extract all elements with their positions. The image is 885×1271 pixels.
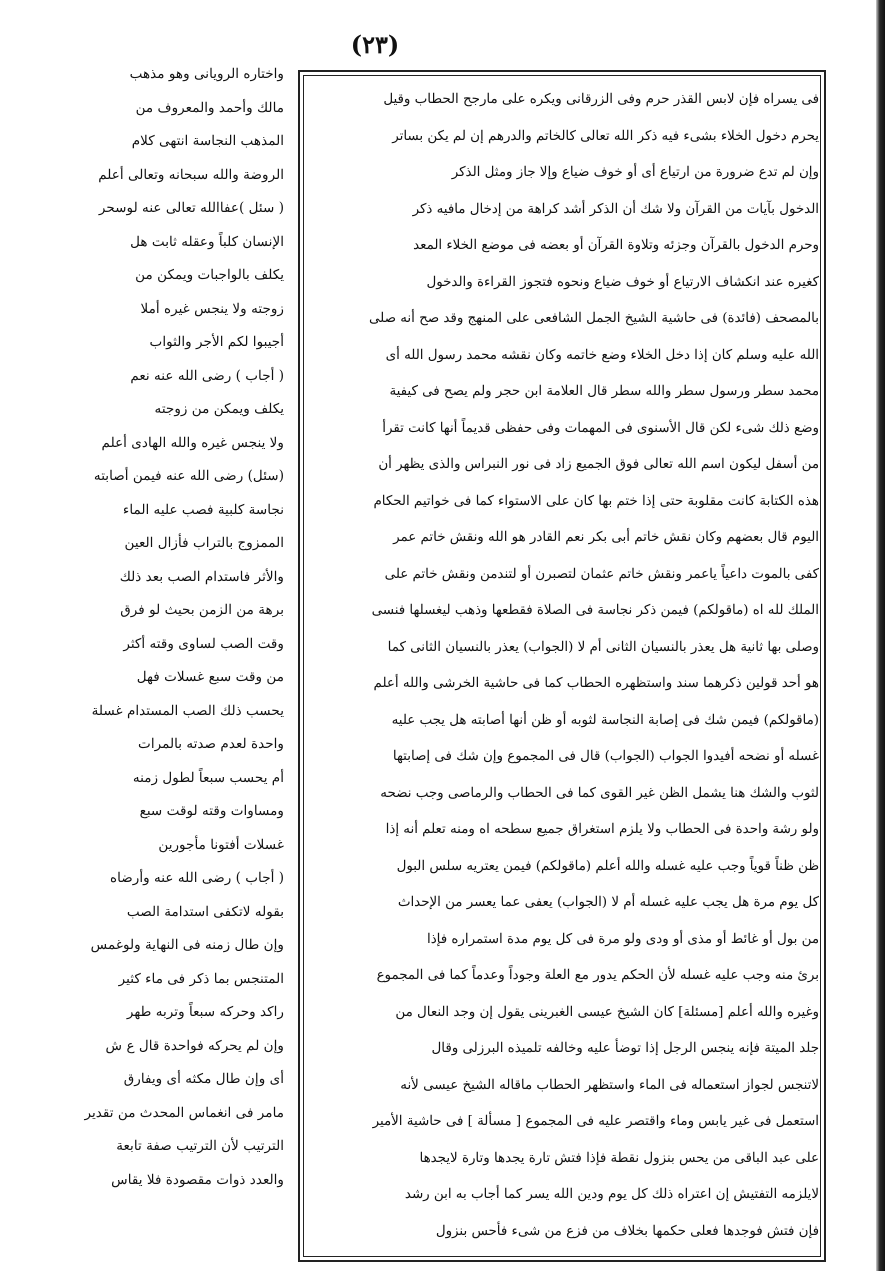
margin-line: والأثر فاستدام الصب بعد ذلك — [119, 568, 284, 585]
margin-line: ( سئل )عفاالله تعالى عنه لوسحر — [98, 200, 284, 216]
main-line: على عبد الباقى من يحس بنزول نقطة فإذا فتش تارة يجدها وتارة لايجدها — [419, 1150, 819, 1166]
main-line: فإن فتش فوجدها فعلى حكمها بخلاف من فزع من شىء فأحس بنزول — [435, 1223, 819, 1239]
margin-line: يكلف ويمكن من زوجته — [154, 401, 284, 417]
margin-line: زوجته ولا ينجس غيره أملا — [140, 300, 284, 317]
margin-line: من وقت سبع غسلات فهل — [136, 669, 284, 685]
main-line: هذه الكتابة كانت مقلوبة حتى إذا ختم بها كان على الاستواء كما فى خواتيم الحكام — [373, 493, 819, 509]
main-line: فى يسراه فإن لابس القذر حرم وفى الزرقانى ويكره على مارجح الحطاب وقيل — [383, 92, 819, 107]
margin-line: الترتيب لأن الترتيب صفة تابعة — [116, 1138, 284, 1154]
margin-line: أى وإن طال مكثه أى ويفارق — [123, 1071, 284, 1087]
margin-line: برهة من الزمن بحيث لو فرق — [120, 602, 284, 618]
margin-line: واحدة لعدم صدته بالمرات — [138, 736, 284, 752]
margin-line: مالك وأحمد والمعروف من — [135, 99, 284, 116]
main-line: وغيره والله أعلم [مسئلة] كان الشيخ عيسى الغبرينى يقول إن وجد النعال من — [395, 1004, 819, 1020]
main-line: محمد سطر ورسول سطر والله سطر قال العلامة ابن حجر ولم يصح فى كيفية — [389, 384, 819, 399]
margin-line: (سئل) رضى الله عنه فيمن أصابته — [93, 468, 284, 484]
main-line: الله عليه وسلم كان إذا دخل الخلاء وضع خاتمه وكان نقشه محمد رسول الله أى — [385, 347, 819, 363]
margin-line: المتنجس بما ذكر فى ماء كثير — [118, 970, 284, 987]
main-line: بالمصحف (فائدة) فى حاشية الشيخ الجمل الشافعى على المنهج وقد صح أنه صلى — [369, 311, 819, 326]
main-line: الدخول بآيات من القرآن ولا شك أن الذكر أشد كراهة من إدخال مافيه ذكر — [412, 201, 819, 217]
main-line: غسله أو نضحه أفيدوا الجواب (الجواب) قال فى المجموع وإن شك فى إصابتها — [392, 749, 819, 764]
main-line: برئ منه وجب عليه غسله لأن الحكم يدور مع العلة وجوداً وعدماً كما فى المجموع — [376, 968, 819, 983]
margin-line: واختاره الرويانى وهو مذهب — [129, 66, 284, 82]
margin-line: راكد وحركه سبعاً وتربه طهر — [126, 1004, 284, 1020]
margin-line: بقوله لاتكفى استدامة الصب — [126, 903, 284, 920]
margin-line: نجاسة كلبية فصب عليه الماء — [122, 501, 284, 518]
margin-line: وقت الصب لساوى وقته أكثر — [123, 635, 284, 652]
main-line: اليوم قال بعضهم وكان نقش خاتم أبى بكر نعم القادر هو الله ونقش خاتم عمر — [393, 530, 819, 545]
margin-line: وإن طال زمنه فى النهاية ولوغمس — [90, 937, 284, 953]
main-line: من أسفل ليكون اسم الله تعالى فوق الجميع زاد فى نور النبراس والذى يظهر أن — [378, 457, 819, 472]
main-column — [304, 82, 819, 1250]
margin-line: مامر فى انغماس المحدث من تقدير — [84, 1104, 284, 1121]
main-line: جلد الميتة فإنه ينجس الرجل إذا توضأ عليه وخالفه تلميذه البرزلى وقال — [431, 1041, 819, 1056]
main-line: وصلى بها ثانية هل يعذر بالنسيان الثانى أم لا (الجواب) يعذر بالنسيان الثانى كما — [387, 639, 819, 655]
main-line: كغيره عند انكشاف الارتياع أو خوف ضياع ونحوه فتجوز القراءة والدخول — [426, 274, 819, 290]
margin-line: الممزوج بالتراب فأزال العين — [124, 535, 284, 551]
main-line: لايلزمه التفتيش إن اعتراه ذلك كل يوم ودين الله يسر كما أجاب به ابن رشد — [404, 1187, 819, 1202]
main-line: كفى بالموت داعياً ياعمر ونقش خاتم عثمان لتصبرن أو لتندمن ونقش خاتم على — [384, 566, 819, 582]
margin-column — [34, 58, 284, 1197]
main-line: وحرم الدخول بالقرآن وجزئه وتلاوة القرآن أو بعضه فى موضع الخلاء المعد — [413, 238, 819, 253]
main-line: لثوب والشك هنا يشمل الظن غير القوى كما فى الحطاب والرماصى وجب نضحه — [380, 785, 819, 801]
main-line: هو أحد قولين ذكرهما سند واستظهره الحطاب كما فى حاشية الخرشى والله أعلم — [373, 676, 819, 691]
main-line: كل يوم مرة هل يجب عليه غسله أم لا (الجواب) يعفى عما يعسر من الإحداث — [397, 895, 819, 910]
margin-line: أم يحسب سبعاً لطول زمنه — [132, 769, 284, 786]
margin-line: الإنسان كلباً وعقله ثابت هل — [130, 233, 284, 250]
main-line: يحرم دخول الخلاء بشىء فيه ذكر الله تعالى كالخاتم والدرهم إن لم يكن بساتر — [392, 128, 819, 144]
margin-line: الروضة والله سبحانه وتعالى أعلم — [98, 166, 284, 183]
margin-line: ( أجاب ) رضى الله عنه نعم — [130, 367, 284, 384]
main-line: الملك لله اه (ماقولكم) فيمن ذكر نجاسة فى الصلاة فقطعها وذهب ليغسلها فنسى — [371, 603, 819, 618]
margin-line: أجيبوا لكم الأجر والثواب — [149, 334, 284, 350]
margin-line: يكلف بالواجبات ويمكن من — [135, 267, 284, 283]
margin-line: يحسب ذلك الصب المستدام غسلة — [91, 702, 284, 719]
page-number: (٢٣) — [350, 30, 400, 59]
main-line: ظن ظناً قوياً وجب عليه غسله والله أعلم (ماقولكم) فيمن يعتريه سلس البول — [396, 858, 819, 874]
margin-line: والعدد ذوات مقصودة فلا يقاس — [111, 1171, 284, 1188]
margin-line: وإن لم يحركه فواحدة قال ع ش — [105, 1037, 284, 1054]
margin-line: غسلات أفتونا مأجورين — [158, 836, 284, 853]
margin-line: ( أجاب ) رضى الله عنه وأرضاه — [109, 870, 284, 886]
margin-line: ومساوات وقته لوقت سبع — [139, 803, 284, 819]
binding-edge — [876, 0, 885, 1271]
main-line: من بول أو غائط أو مذى أو ودى ولو مرة فى كل يوم مدة استمراره فإذا — [426, 931, 819, 947]
main-line: استعمل فى غير يابس وماء واقتصر عليه فى المجموع [ مسألة ] فى حاشية الأمير — [372, 1114, 819, 1129]
main-line: وإن لم تدع ضرورة من ارتياع أى أو خوف ضياع وإلا جاز ومثل الذكر — [451, 165, 819, 180]
main-line: وضع ذلك شىء لكن قال الأسنوى فى المهمات وفى حفظى قديماً أنها كانت تقرأ — [382, 420, 819, 436]
main-line: لاتنجس لجواز استعماله فى الماء واستظهر الحطاب ماقاله الشيخ عيسى لأنه — [400, 1077, 819, 1093]
main-line: (ماقولكم) فيمن شك فى إصابة النجاسة لثوبه أو ظن أنها أصابته هل يجب عليه — [391, 712, 819, 728]
margin-line: ولا ينجس غيره والله الهادى أعلم — [101, 434, 284, 451]
margin-line: المذهب النجاسة انتهى كلام — [131, 133, 284, 149]
main-line: ولو رشة واحدة فى الحطاب ولا يلزم استغراق جميع سطحه اه ومنه تعلم أنه إذا — [385, 822, 819, 837]
